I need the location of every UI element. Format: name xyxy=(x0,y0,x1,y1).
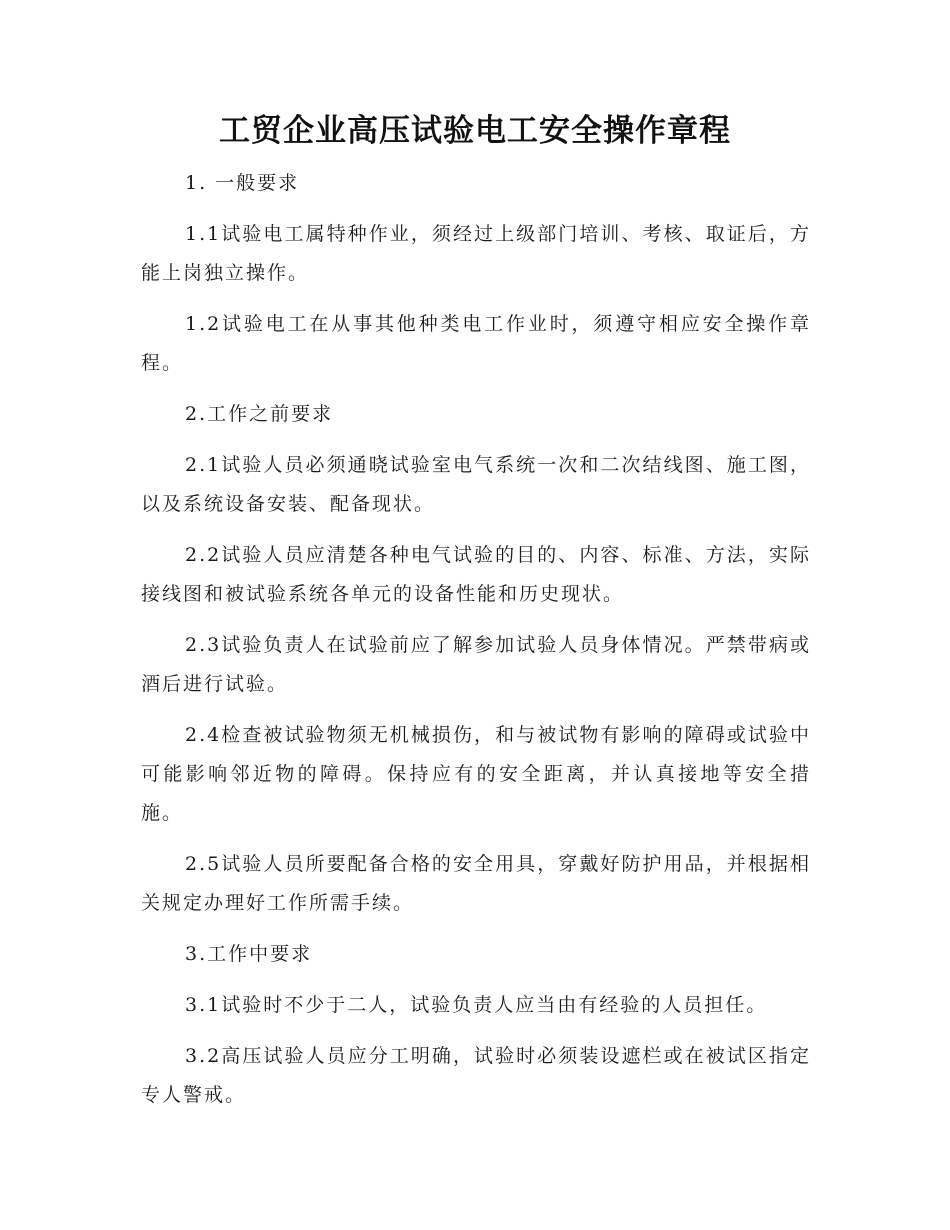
page-title: 工贸企业高压试验电工安全操作章程 xyxy=(219,113,731,149)
section-heading-3: 3.工作中要求 xyxy=(185,943,313,965)
paragraph-1-2: 1.2试验电工在从事其他种类电工作业时，须遵守相应安全操作章程。 xyxy=(141,313,811,374)
document-body xyxy=(141,164,811,1115)
paragraph-2-5: 2.5试验人员所要配备合格的安全用具，穿戴好防护用品，并根据相关规定办理好工作所需手续。 xyxy=(141,853,811,914)
paragraph-2-1: 2.1试验人员必须通晓试验室电气系统一次和二次结线图、施工图，以及系统设备安装、配备现状。 xyxy=(141,454,811,515)
paragraph-2-2: 2.2试验人员应清楚各种电气试验的目的、内容、标准、方法，实际接线图和被试验系统各单元的设备性能和历史现状。 xyxy=(141,544,811,605)
paragraph-2-3: 2.3试验负责人在试验前应了解参加试验人员身体情况。严禁带病或酒后进行试验。 xyxy=(141,634,811,695)
paragraph-1-1: 1.1试验电工属特种作业，须经过上级部门培训、考核、取证后，方能上岗独立操作。 xyxy=(141,223,811,284)
paragraph-2-4: 2.4检查被试验物须无机械损伤，和与被试物有影响的障碍或试验中可能影响邻近物的障碍。保持应有的安全距离，并认真接地等安全措施。 xyxy=(141,724,811,824)
paragraph-3-2: 3.2高压试验人员应分工明确，试验时必须装设遮栏或在被试区指定专人警戒。 xyxy=(141,1045,811,1106)
section-heading-2: 2.工作之前要求 xyxy=(185,403,334,425)
paragraph-3-1: 3.1试验时不少于二人，试验负责人应当由有经验的人员担任。 xyxy=(185,994,768,1016)
section-heading-1: 1. 一般要求 xyxy=(185,172,300,194)
